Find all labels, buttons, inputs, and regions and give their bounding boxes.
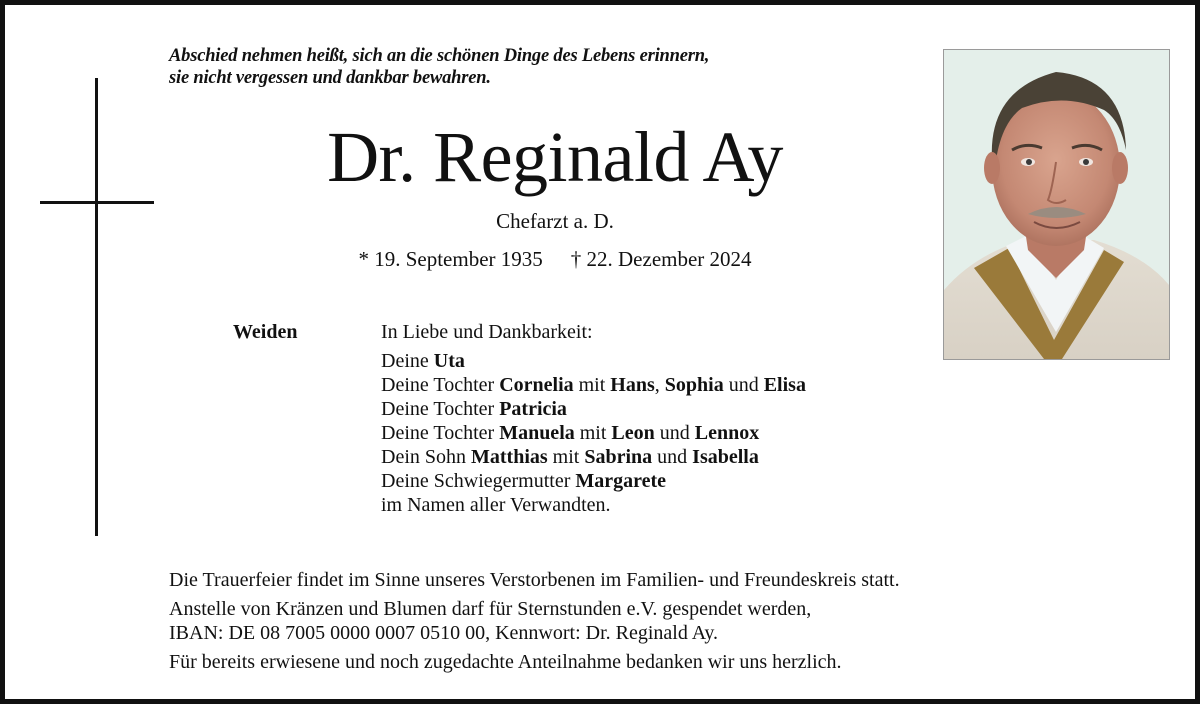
family-member-name: Sophia [664, 374, 724, 396]
family-member-row [381, 469, 921, 493]
deceased-title: Chefarzt a. D. [496, 209, 614, 233]
family-member-name: Isabella [692, 446, 759, 468]
family-relation-text: und [723, 374, 764, 396]
family-member-row [381, 349, 921, 373]
family-relation-text: im Namen aller Verwandten. [381, 494, 611, 516]
motto-line-2: sie nicht vergessen und dankbar bewahren. [169, 68, 491, 88]
family-member-name: Sabrina [584, 446, 653, 468]
portrait-image [944, 50, 1169, 359]
place-label: Weiden [233, 321, 298, 343]
funeral-note: Die Trauerfeier findet im Sinne unseres Verstorbenen im Familien- und Freundeskreis statt. [169, 569, 900, 591]
motto-line-1: Abschied nehmen heißt, sich an die schönen Dinge des Lebens erinnern, [169, 46, 710, 66]
family-member-name: Cornelia [499, 374, 574, 396]
life-dates [205, 247, 905, 271]
cross-icon-horizontal-bar [40, 201, 154, 204]
family-relation-text: mit [547, 446, 585, 468]
family-member-name: Patricia [499, 398, 567, 420]
family-member-name: Matthias [471, 446, 548, 468]
family-member-name: Elisa [763, 374, 806, 396]
portrait-photo [943, 49, 1170, 360]
family-intro: In Liebe und Dankbarkeit: [381, 321, 593, 343]
thanks-note: Für bereits erwiesene und noch zugedachte Anteilnahme bedanken wir uns herzlich. [169, 651, 842, 673]
death-date: † 22. Dezember 2024 [570, 247, 752, 271]
cross-icon-vertical-bar [95, 78, 98, 536]
family-member-row [381, 397, 921, 421]
family-member-row [381, 493, 921, 517]
motto-quote [169, 45, 889, 89]
family-member-name: Margarete [575, 470, 667, 492]
family-member-name: Leon [611, 422, 655, 444]
family-member-name: Uta [433, 350, 465, 372]
donation-note: Anstelle von Kränzen und Blumen darf für Sternstunden e.V. gespendet werden, [169, 598, 812, 620]
family-member-name: Hans [610, 374, 655, 396]
family-relation-text: Deine [381, 350, 434, 372]
family-member-row [381, 445, 921, 469]
family-relation-text: Deine Tochter [381, 398, 500, 420]
family-list [381, 320, 921, 517]
family-relation-text: , [654, 374, 665, 396]
iban-note: IBAN: DE 08 7005 0000 0007 0510 00, Kennwort: Dr. Reginald Ay. [169, 622, 719, 644]
family-member-row [381, 421, 921, 445]
notes-section [169, 568, 1069, 674]
family-relation-text: mit [573, 374, 611, 396]
family-relation-text: Deine Tochter [381, 422, 500, 444]
deceased-name: Dr. Reginald Ay [327, 117, 783, 197]
family-relation-text: Deine Tochter [381, 374, 500, 396]
family-relation-text: Deine Schwiegermutter [381, 470, 576, 492]
birth-date: * 19. September 1935 [358, 247, 543, 271]
family-member-row [381, 373, 921, 397]
family-relation-text: und [654, 422, 695, 444]
family-relation-text: Dein Sohn [381, 446, 471, 468]
family-rows [381, 349, 921, 517]
family-relation-text: und [652, 446, 693, 468]
family-member-name: Lennox [694, 422, 760, 444]
family-relation-text: mit [574, 422, 612, 444]
family-member-name: Manuela [499, 422, 575, 444]
